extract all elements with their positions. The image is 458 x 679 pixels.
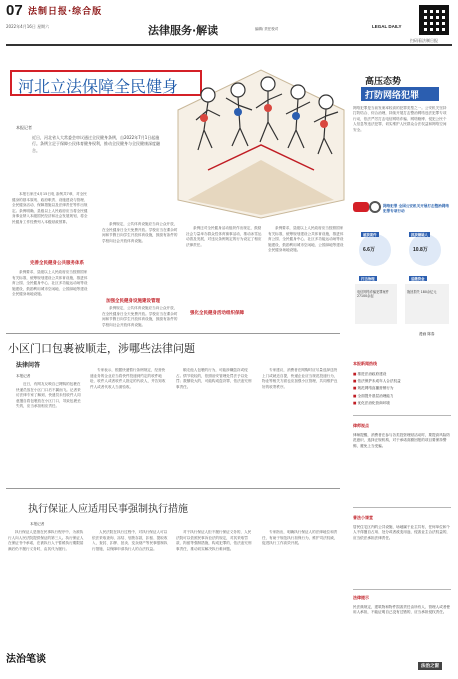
lower-col-2: 人民法院在执行过程中，对执行保证人可以依法采取查询、冻结、划拨存款，扣留、提取收入，查封、扣押、拍卖、变卖财产等民事强制执行措施，以保障申请执行人的合法权益。 <box>92 530 168 551</box>
lower-headline[interactable]: 执行保证人应适用民事强制执行措施 <box>28 504 188 515</box>
sidebar-section-hotline: 本报新闻热线 <box>353 361 377 366</box>
paper-badge: LEGAL DAILY <box>372 24 402 29</box>
lower-divider <box>6 488 340 489</box>
sidebar-section-lawyer: 律师视点 <box>353 423 369 428</box>
sidebar-text: 网络犯罪是当前发案率较高的犯罪类型之一。公安机关坚持打防结合、综合治理，持续开展打击整治网络违法犯罪专项行动，依法严厉打击电信网络诈骗、网络赌博、侵犯公民个人信息等违法犯罪，切实维护人民群众合法权益和网络空间安全。 <box>353 106 447 132</box>
lower-col-4: 专家指出，明确执行保证人的法律地位和责任，有助于规范执行担保行为，维护司法权威，促进执行工作高效开展。 <box>262 530 338 546</box>
fitness-illustration <box>168 50 354 220</box>
main-col-3: 条例规定，公共体育设施应当向公众开放，在全民健身日全天免费开放。学校应当在课余时间和节假日向学生开放体育设施，鼓励有条件的学校向社会开放体育设施。 <box>102 222 178 243</box>
issue-date: 2022年4月16日 星期六 <box>6 24 50 29</box>
cybercrime-sidebar <box>347 50 453 336</box>
middle-col-1: 近日，有网友反映自己网购的包裹在快递员放在小区门口后不翼而飞。记者采访法律专家了解到，快递员未经收件人同意擅自将包裹放在小区门口，导致包裹丢失的，应当承担相应责任。 <box>16 382 81 409</box>
stat-value-suspects: 10.8万 <box>413 247 428 253</box>
middle-col-2: 专家表示，根据快递暂行条例规定，经营快递业务的企业应当将快件投递到约定的收件地址、收件人或者收件人指定的代收人，并告知收件人或者代收人当面验收。 <box>90 368 166 389</box>
paper-logo: 法制日报·综合版 <box>28 7 103 17</box>
stat-note-fraud: 电信网络诈骗犯罪案件 27100余起 <box>357 290 389 299</box>
list-item[interactable]: ■ 全面提升基层治理能力 <box>353 393 451 400</box>
column-stamp: 法治笔谈 <box>6 654 46 665</box>
illustration-credit: 漫画 陈春 <box>419 332 435 336</box>
middle-byline: 本报记者 <box>16 374 31 378</box>
stat-label-suspects: 抓获嫌疑人 <box>411 233 428 237</box>
section-title: 法律服务·解读 <box>148 24 219 37</box>
sidebar-headline-2[interactable]: 打防网络犯罪 <box>365 91 420 101</box>
list-item[interactable]: ■ 依法保护未成年人合法权益 <box>353 378 451 385</box>
legal-tip-text: 民法典规定，建筑物和物件损害责任由所有人、管理人或者使用人承担，不能证明自己没有过错的，应当承担侵权责任。 <box>353 605 451 615</box>
main-col-3b: 条例规定，公共体育设施应当向公众开放，在全民健身日全天免费开放。学校应当在课余时间和节假日向学生开放体育设施，鼓励有条件的学校向社会开放体育设施。 <box>102 306 178 327</box>
hotline-list <box>353 371 451 407</box>
page-number: 07 <box>6 2 23 19</box>
main-col-5: 条例要求，县级以上人民政府应当按照国家有关标准，统筹规划建设公共体育设施，推进体育公园、全民健身中心、社区多功能运动场等设施建设，鼓励利用城市空闲地、公园绿地等建设全民健身场地设施。 <box>268 226 344 253</box>
editors-line: 编辑/ 责任校对 <box>255 27 279 31</box>
subhead-organization: 强化全民健身活动组织保障 <box>190 311 244 316</box>
lower-col-3: 对于执行保证人拒不履行保证义务的，人民法院可以依照民事诉讼法的规定，对其采取罚款、拘留等强制措施，构成犯罪的，依法追究刑事责任，推动切实解决执行难问题。 <box>176 530 252 551</box>
sidebar-section-law-class: 普法小课堂 <box>353 515 373 520</box>
list-item[interactable]: ■ 推进法治政府建设 <box>353 371 451 378</box>
sidebar-divider <box>353 415 451 416</box>
masthead <box>0 0 458 48</box>
middle-headline[interactable]: 小区门口包裹被顺走，涉哪些法律问题 <box>8 342 195 355</box>
lower-byline: 本报记者 <box>30 522 45 526</box>
main-col-4: 条例还对全民健身活动组织作出规定，鼓励社会力量举办群众性体育赛事活动，推动冰雪运动普及发展，对违反条例规定的行为设定了相应法律责任。 <box>186 226 262 247</box>
bottom-tag: 法治之窗 <box>418 662 442 670</box>
main-article <box>6 50 346 333</box>
header-rule <box>6 44 452 46</box>
middle-col-3: 顺走他人包裹的行为，可能涉嫌盗窃或侵占。情节较轻的，依照治安管理处罚法予以处罚；数额较大的，可能构成盗窃罪，依法追究刑事责任。 <box>176 368 252 389</box>
sidebar-section-legal-tip: 法律提示 <box>353 595 369 600</box>
sidebar-headline-1[interactable]: 高压态势 <box>365 77 402 87</box>
subhead-facilities: 加强全民健身设施建设管理 <box>106 299 160 304</box>
handcuffs-icon <box>353 198 383 216</box>
main-headline[interactable]: 河北立法保障全民健身 <box>18 77 179 96</box>
sidebar-divider <box>353 507 451 508</box>
main-col-2: 条例要求，县级以上人民政府应当按照国家有关标准，统筹规划建设公共体育设施，推进体育公园、全民健身中心、社区多功能运动场等设施建设，鼓励利用城市空闲地、公园绿地等建设全民健身场地设施。 <box>12 270 88 297</box>
column-tag: 法律问答 <box>16 362 41 369</box>
main-lede: 近日，河北省人大常委会审议通过全民健身条例，自2022年7月1日起施行。条例立足于保障公民体育健身权利，推动全民健身与全民健康深度融合。 <box>32 135 160 153</box>
lawyer-text: 律师提醒，消费者在参与各类投资理财活动时，要提高风险防范意识，选择正规机构，对于承诺高额回报的项目要保持警惕，避免上当受骗。 <box>353 433 451 448</box>
qr-label: 扫码看法制日报 <box>410 38 438 43</box>
stat-label-funds: 追缴资金 <box>411 277 425 281</box>
subhead-public-service: 完善全民健身公共服务体系 <box>30 261 84 266</box>
sidebar-headline-frame <box>361 87 439 101</box>
stats-panel <box>353 228 451 328</box>
list-item[interactable]: ■ 优化法治化营商环境 <box>353 400 451 407</box>
law-class-text: 居民住宅区内的公共设施、场地属于业主共有，任何单位和个人不得擅自占用、处分或者改变用途，侵害业主合法权益的，应当依法承担法律责任。 <box>353 525 451 540</box>
middle-divider <box>6 333 340 334</box>
middle-col-4: 专家建议，消费者在网购时应尽量选择送货上门或就近自提，快递企业应当规范投递行为，物业等相关方面也应加强小区管理，共同维护良好的收寄秩序。 <box>262 368 338 389</box>
qr-code-icon[interactable] <box>419 5 449 35</box>
stat-value-cases: 6.6万 <box>363 247 375 253</box>
right-lower-sidebar <box>347 333 453 679</box>
main-byline: 本报记者 <box>16 125 32 130</box>
list-item[interactable]: ■ 规范网络直播营销行为 <box>353 385 451 392</box>
lower-col-1: 执行保证人是指在民事执行程序中，为被执行人向人民法院提供保证的第三人。执行保证人在保证书中承诺，在被执行人于暂缓执行期限届满后仍不履行义务时，由其代为履行。 <box>8 530 84 551</box>
sidebar-label: 网络犯罪 全国公安机关开展打击整治网络犯罪专项行动 <box>383 204 449 213</box>
main-col-1: 本报石家庄4月15日电 条例共7章，对全民健身的基本原则、政府职责、设施建设与管理、全民健身活动、保障措施以及法律责任等作出规定。条例明确，县级以上人民政府应当将全民健身事业纳入本级国民经济和社会发展规划，将全民健身工作经费列入本级财政预算。 <box>12 192 88 224</box>
stat-label-cases: 破获案件 <box>363 233 377 237</box>
stat-note-funds: 挽回损失 180余亿元 <box>407 290 437 294</box>
stat-label-fraud: 打击治理 <box>361 277 375 281</box>
sidebar-divider <box>353 589 451 590</box>
